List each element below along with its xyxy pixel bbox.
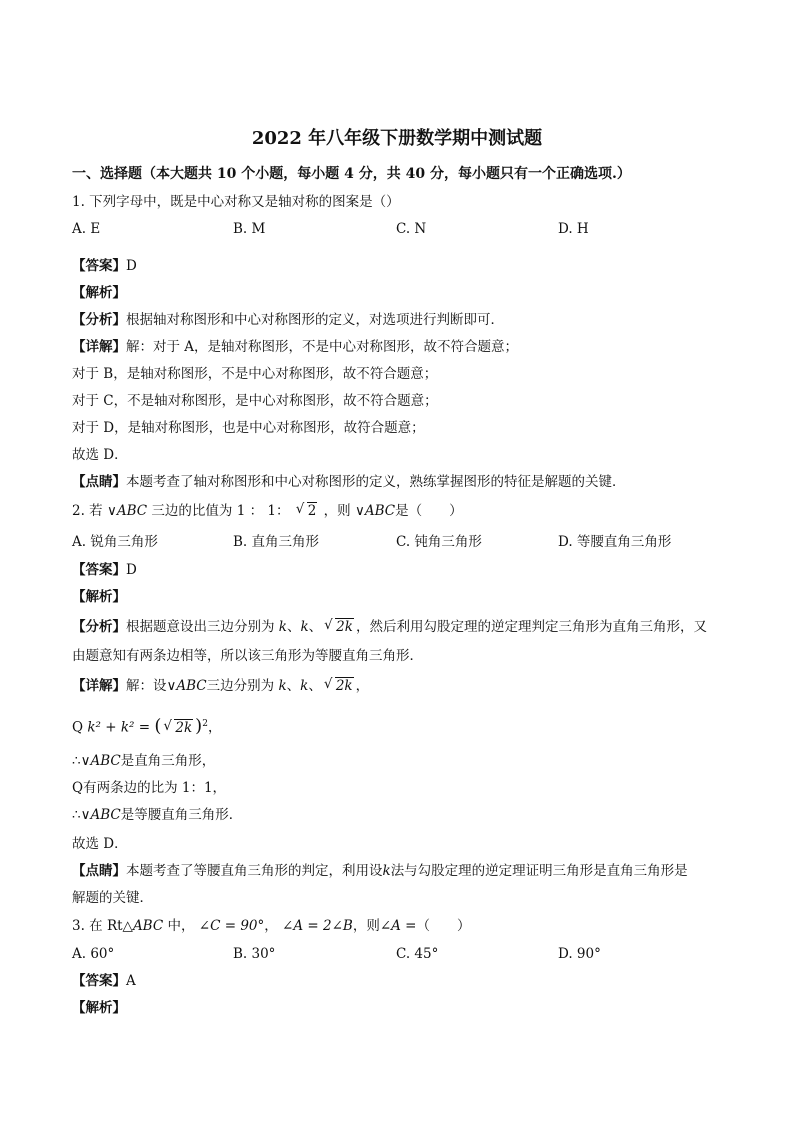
triangle-symbol: ∨ABC [80, 807, 121, 823]
triangle-symbol: ∨ABC [166, 678, 207, 694]
q1-analysis-tag: 【解析】 [72, 285, 126, 301]
fenxi-text: 根据题意设出三边分别为 [126, 619, 275, 635]
q2-equation [72, 714, 221, 738]
detail-tag: 【详解】 [72, 339, 126, 355]
answer-value: D [126, 258, 137, 274]
q3-option-d: D. 90° [558, 946, 601, 962]
separator: 、 [308, 619, 323, 635]
detail-text: 三边分别为 [206, 678, 275, 694]
stem-part: 3. 在 Rt△ [72, 918, 133, 934]
q1-dianjing [72, 472, 626, 492]
stem-part: （ ） [416, 918, 471, 934]
answer-tag: 【答案】 [72, 973, 126, 989]
answer-tag: 【答案】 [72, 562, 126, 578]
sqrt-radicand: 2 [307, 503, 317, 519]
comma: ， [264, 918, 278, 934]
triangle-symbol: ∨ABC [354, 503, 396, 519]
line-text: 有两条边的比为 1：1， [83, 780, 227, 796]
answer-value: D [126, 562, 137, 578]
q2-option-c: C. 钝角三角形 [396, 534, 482, 550]
q2-answer [72, 560, 137, 580]
q1-stem: 1. 下列字母中，既是中心对称又是轴对称的图案是（） [72, 194, 400, 210]
paren-open: ( [154, 715, 162, 737]
q1-option-d: D. H [558, 221, 589, 237]
line-text: 是直角三角形， [120, 753, 216, 769]
q2-option-b: B. 直角三角形 [233, 534, 320, 550]
separator: 、 [308, 678, 322, 694]
paren-close: ) [195, 715, 203, 737]
fenxi-tag: 【分析】 [72, 312, 126, 328]
comma: ， [355, 678, 370, 694]
separator: 、 [286, 619, 301, 635]
exponent: 2 [202, 719, 208, 729]
q2-option-d: D. 等腰直角三角形 [558, 534, 672, 550]
answer-value: A [126, 973, 136, 989]
var-k: k [300, 678, 309, 694]
answer-tag: 【答案】 [72, 258, 126, 274]
detail-text: 解：对于 A，是轴对称图形，不是中心对称图形，故不符合题意； [126, 339, 519, 355]
q2-fenxi-cont: 由题意知有两条边相等，所以该三角形为等腰直角三角形． [72, 648, 423, 664]
q2-option-a: A. 锐角三角形 [72, 534, 158, 550]
stem-part: 三边的比值为 1 ： 1： [151, 503, 290, 519]
q1-option-a: A. E [72, 221, 101, 237]
sqrt-expression [296, 501, 318, 521]
var-k: k [278, 619, 287, 635]
sqrt-expression [163, 718, 193, 738]
q2-dianjing-cont: 解题的关键． [72, 890, 153, 906]
q1-detail [72, 337, 518, 357]
ask-expression: ∠A = [379, 918, 417, 934]
q1-detail-b: 对于 B，是轴对称图形，不是中心对称图形，故不符合题意； [72, 366, 438, 382]
fenxi-text: ，然后利用勾股定理的逆定理判定三角形为直角三角形，又 [355, 619, 707, 635]
equation-left: k² + k² = [87, 719, 151, 736]
q1-detail-d: 对于 D，是轴对称图形，也是中心对称图形，故符合题意； [72, 420, 425, 436]
q2-line-because [72, 778, 226, 798]
q3-analysis-tag: 【解析】 [72, 1000, 126, 1016]
because-symbol: Q [72, 780, 84, 796]
dianjing-text: 法与勾股定理的逆定理证明三角形是直角三角形是 [390, 863, 688, 879]
dianjing-text: 本题考查了轴对称图形和中心对称图形的定义，熟练掌握图形的特征是解题的关键． [126, 474, 626, 490]
triangle-name: ABC [132, 918, 164, 934]
q1-detail-c: 对于 C，不是轴对称图形，是中心对称图形，故不符合题意； [72, 393, 438, 409]
line-text: 是等腰直角三角形． [120, 807, 243, 823]
condition-a: ∠A = 2∠B [282, 918, 353, 934]
because-symbol: Q [72, 719, 84, 736]
q2-line-right [72, 751, 215, 771]
q2-dianjing [72, 861, 688, 881]
triangle-symbol: ∨ABC [106, 503, 148, 519]
sqrt-radicand: 2k [336, 619, 353, 635]
q1-option-b: B. M [233, 221, 266, 237]
dianjing-text: 本题考查了等腰直角三角形的判定，利用设 [126, 863, 383, 879]
q1-conclusion: 故选 D． [72, 447, 128, 463]
section-heading: 一、选择题（本大题共 10 个小题，每小题 4 分，共 40 分，每小题只有一个正确选项.） [72, 166, 631, 182]
triangle-symbol: ∨ABC [80, 753, 121, 769]
q3-option-c: C. 45° [396, 946, 439, 962]
detail-tag: 【详解】 [72, 678, 126, 694]
q1-option-c: C. N [396, 221, 427, 237]
var-k: k [382, 863, 391, 879]
q2-conclusion: 故选 D． [72, 836, 128, 852]
q3-option-a: A. 60° [72, 946, 115, 962]
stem-part: 2. 若 [72, 503, 103, 519]
q1-answer [72, 256, 137, 276]
var-k: k [278, 678, 287, 694]
detail-text: 解：设 [126, 678, 167, 694]
q1-fenxi [72, 310, 504, 330]
sqrt-expression [324, 676, 354, 696]
q2-stem [72, 501, 463, 521]
sqrt-radicand: 2k [175, 719, 193, 736]
dianjing-tag: 【点睛】 [72, 863, 126, 879]
stem-part: 是（ ） [395, 503, 463, 519]
q3-option-b: B. 30° [233, 946, 276, 962]
condition-c: ∠C = 90° [198, 918, 265, 934]
page-title: 2022 年八年级下册数学期中测试题 [251, 128, 543, 149]
q2-detail [72, 676, 369, 696]
therefore-symbol: ∴ [72, 753, 81, 769]
fenxi-tag: 【分析】 [72, 619, 126, 635]
comma: ， [207, 719, 222, 736]
sqrt-expression [324, 617, 354, 637]
stem-part: ，则 [323, 503, 351, 519]
stem-part: 中， [167, 918, 195, 934]
var-k: k [300, 619, 309, 635]
fenxi-text: 根据轴对称图形和中心对称图形的定义，对选项进行判断即可． [126, 312, 504, 328]
separator: 、 [286, 678, 301, 694]
q2-analysis-tag: 【解析】 [72, 589, 126, 605]
q2-line-iso [72, 805, 242, 825]
q3-stem [72, 916, 471, 936]
dianjing-tag: 【点睛】 [72, 474, 126, 490]
sqrt-radicand: 2k [335, 678, 353, 694]
q2-fenxi [72, 617, 707, 637]
q3-answer [72, 971, 136, 991]
therefore-symbol: ∴ [72, 807, 81, 823]
stem-part: ，则 [352, 918, 380, 934]
